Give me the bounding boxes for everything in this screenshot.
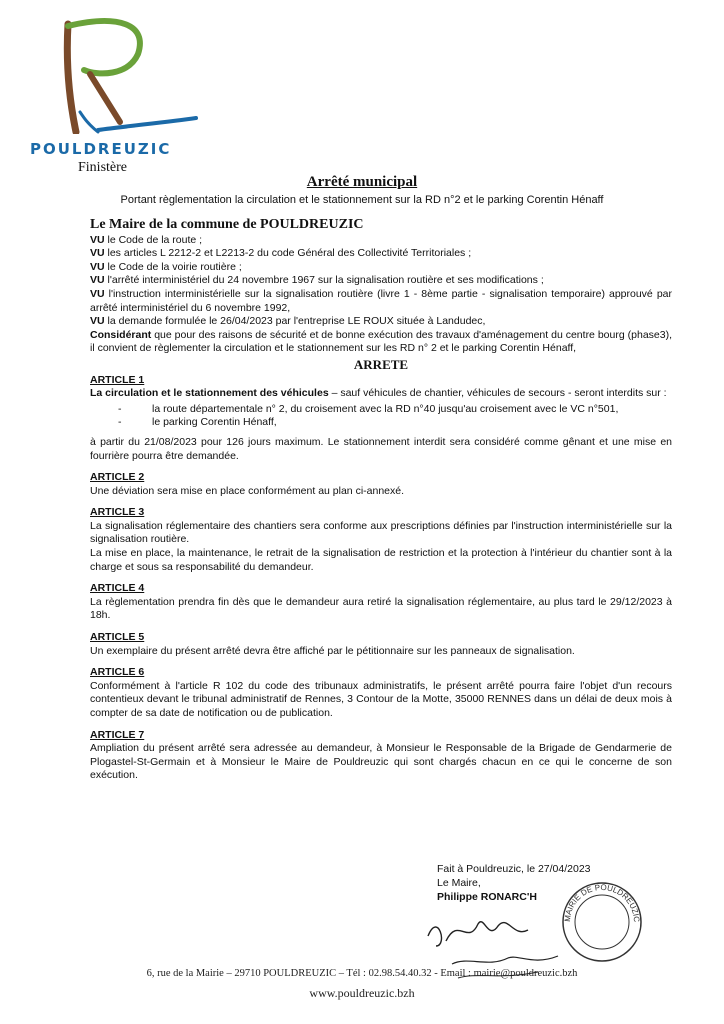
footer-website: www.pouldreuzic.bzh: [309, 986, 415, 1000]
article-2: [90, 471, 672, 498]
article-1: [90, 374, 672, 464]
arrete-heading: ARRETE: [353, 356, 409, 372]
document-subtitle: Portant règlementation la circulation et le stationnement sur la RD n°2 et le parking Corentin Hénaff: [120, 194, 604, 206]
footer-address: 6, rue de la Mairie – 29710 POULDREUZIC – Tél : 02.98.54.40.32 - Email : mairie@pouldreuzic.bzh: [146, 968, 578, 979]
document-title: Arrêté municipal: [306, 174, 418, 190]
signatory-name: Philippe RONARC'H: [437, 891, 537, 903]
article-text: La signalisation réglementaire des chantiers sera conforme aux prescriptions définies par l'instruction interministérielle sur la signalisation routière.: [90, 519, 672, 546]
article-text: Conformément à l'article R 102 du code des tribunaux administratifs, le présent arrêté pourra faire l'objet d'un recours contentieux devant le tribunal administratif de Rennes, 3 Contour de la Motte, 35000 RENNES dans un délai de deux mois à compter de sa date de notification ou de publication.: [90, 679, 672, 719]
considerant-item: Considérant que pour des raisons de sécurité et de bonne exécution des travaux d'aménagement du centre bourg (phase3), il convient de règlementer la circulation et le stationnement sur les RD n° 2 et le parking Corentin Hénaff,: [90, 328, 672, 355]
article-text: La mise en place, la maintenance, le retrait de la signalisation de restriction et la protection à l'intérieur du chantier sont à la charge et sous sa responsabilité du demandeur.: [90, 547, 672, 573]
visa-item: VU l'instruction interministérielle sur la signalisation routière (livre 1 - 8ème partie - signalisation temporaire) approuvé par arrêté interministériel du 6 novembre 1992,: [90, 287, 672, 314]
article-text: à partir du 21/08/2023 pour 126 jours maximum. Le stationnement interdit sera considéré comme gênant et une mise en fourrière pourra être demandée.: [90, 435, 672, 462]
svg-text:MAIRIE DE POULDREUZIC: MAIRIE DE POULDREUZIC: [562, 882, 642, 923]
region-name: Finistère: [78, 160, 127, 175]
article-text: Ampliation du présent arrêté sera adressée au demandeur, à Monsieur le Responsable de la Brigade de Gendarmerie de Plogastel-St-Germain et à Monsieur le Maire de Pouldreuzic qui sont chargés chacun en ce qui le concerne de son exécution.: [90, 742, 672, 782]
visa-item: VU le Code de la voirie routière ;: [90, 260, 242, 273]
article-heading: ARTICLE 7: [90, 728, 145, 741]
article-text: Une déviation sera mise en place conformément au plan ci-annexé.: [90, 484, 405, 497]
article-heading: ARTICLE 4: [90, 582, 145, 595]
town-name: POULDREUZIC: [30, 140, 172, 158]
place-date: Fait à Pouldreuzic, le 27/04/2023: [437, 863, 591, 875]
visa-item: VU le Code de la route ;: [90, 233, 203, 246]
mayor-heading: Le Maire de la commune de POULDREUZIC: [90, 217, 364, 232]
document-body: [90, 218, 672, 783]
visas-list: [90, 234, 672, 356]
signatory-role: Le Maire,: [437, 877, 481, 889]
restricted-roads-list: [118, 403, 672, 430]
article-text: Un exemplaire du présent arrêté devra être affiché par le pétitionnaire sur les panneaux de signalisation.: [90, 644, 575, 657]
pouldreuzic-logo: [28, 14, 198, 134]
article-7: [90, 729, 672, 783]
article-heading: ARTICLE 3: [90, 506, 145, 519]
article-text: La règlementation prendra fin dès que le demandeur aura retiré la signalisation réglementaire, au plus tard le 29/12/2023 à 18h.: [90, 595, 672, 622]
article-5: [90, 631, 672, 658]
article-heading: ARTICLE 6: [90, 666, 145, 679]
visa-item: VU l'arrêté interministériel du 24 novembre 1967 sur la signalisation routière et ses modifications ;: [90, 274, 544, 287]
article-6: [90, 666, 672, 720]
article-3: [90, 506, 672, 574]
article-heading: ARTICLE 2: [90, 471, 145, 484]
visa-item: VU les articles L 2212-2 et L2213-2 du code Général des Collectivité Territoriales ;: [90, 247, 472, 260]
article-4: [90, 582, 672, 623]
visa-item: VU la demande formulée le 26/04/2023 par l'entreprise LE ROUX située à Landudec,: [90, 315, 486, 328]
article-text: La circulation et le stationnement des véhicules – sauf véhicules de chantier, véhicules de secours - seront interdits sur :: [90, 387, 667, 400]
article-heading: ARTICLE 1: [90, 373, 145, 386]
article-heading: ARTICLE 5: [90, 631, 145, 644]
list-item: - le parking Corentin Hénaff,: [118, 416, 672, 430]
list-item: - la route départementale n° 2, du croisement avec la RD n°40 jusqu'au croisement avec le VC n°501,: [118, 403, 672, 417]
